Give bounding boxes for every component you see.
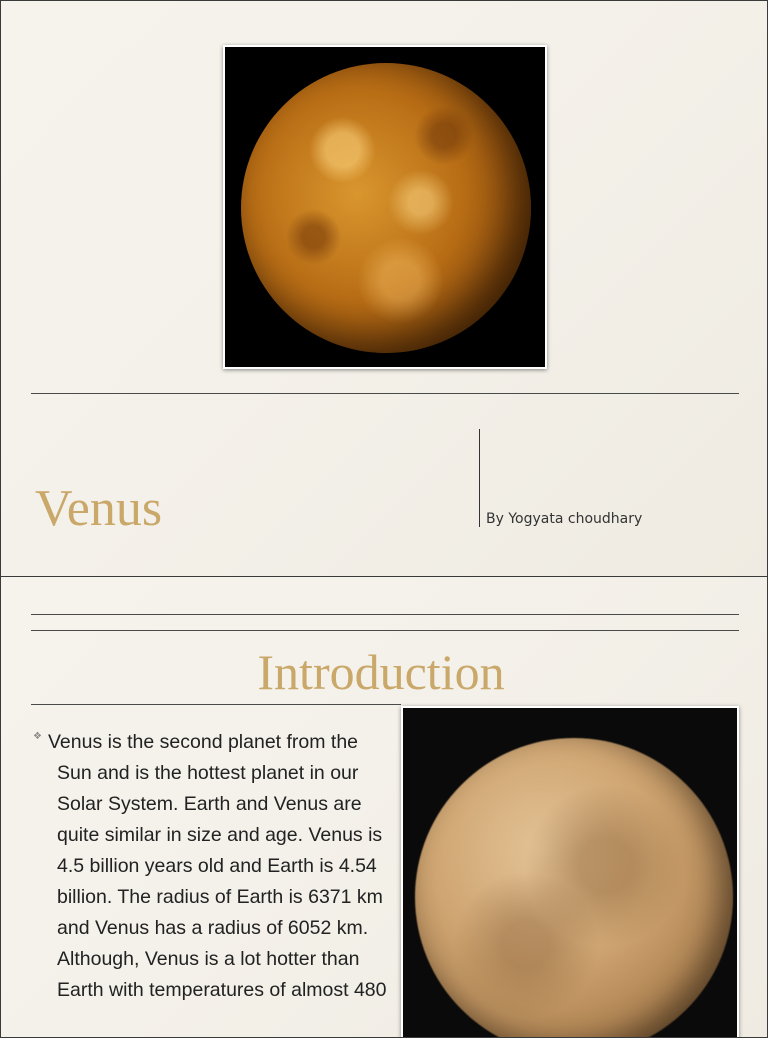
introduction-slide bbox=[0, 576, 768, 1038]
top-divider-line bbox=[31, 614, 739, 615]
venus-cloud-image bbox=[403, 708, 737, 1038]
slide-title: Venus bbox=[35, 480, 163, 537]
diamond-bullet-icon: ❖ bbox=[33, 731, 42, 742]
planet-image-icon bbox=[241, 63, 531, 353]
venus-photo-frame bbox=[223, 45, 547, 369]
second-divider-line bbox=[31, 630, 739, 631]
bullet-list bbox=[33, 727, 388, 1006]
vertical-divider bbox=[479, 429, 480, 527]
title-underline bbox=[31, 704, 401, 705]
venus-radar-image bbox=[225, 47, 545, 367]
divider-line bbox=[31, 393, 739, 394]
author-byline: By Yogyata choudhary bbox=[486, 511, 643, 527]
section-title: Introduction bbox=[257, 644, 505, 700]
bullet-item: Venus is the second planet from the Sun and is the hottest planet in our Solar System. Earth and Venus are quite similar in size and age. Venus is 4.5 billion years old and Earth is 4.54 billion. The radius of Earth is 6371 km and Venus has a radius of 6052 km. Although, Venus is a lot hotter than Earth with temperatures of almost 480 bbox=[48, 731, 387, 1001]
venus-cloud-photo-frame bbox=[401, 706, 739, 1038]
planet-clouds-icon bbox=[415, 738, 733, 1038]
